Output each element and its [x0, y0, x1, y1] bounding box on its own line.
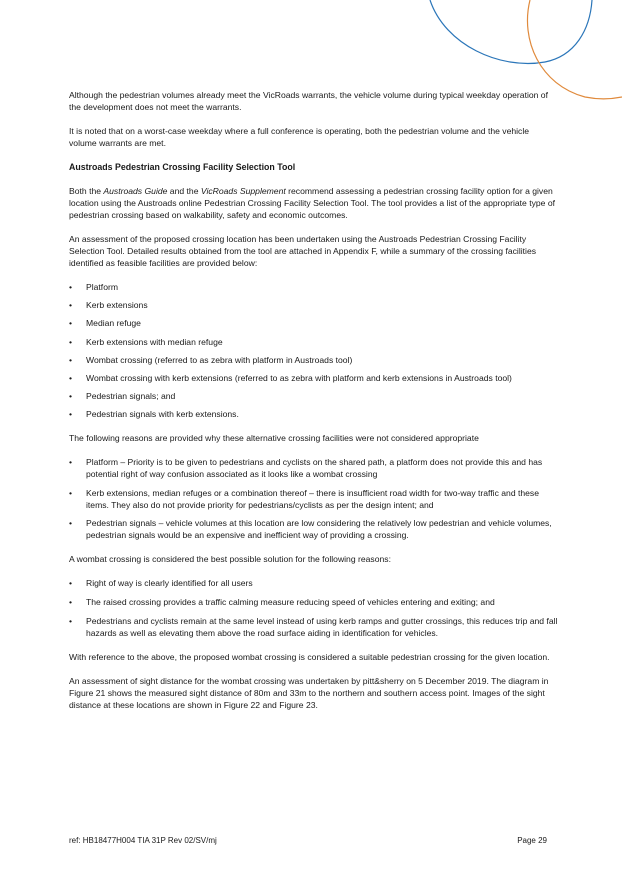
list-item: • The raised crossing provides a traffic calming measure reducing speed of vehicles entering and exiting; and [69, 597, 495, 608]
document-reference: ref: HB18477H004 TIA 31P Rev 02/SV/mj [69, 836, 217, 845]
paragraph-austroads-guide: Both the Austroads Guide and the VicRoads Supplement recommend assessing a pedestrian crossing facility option for a given location using the Austroads online Pedestrian Crossing Facility Selection Tool. The tool provides a list of the appropriate type of pedestrian crossing based on walkability, safety and economic outcomes. [69, 186, 555, 220]
section-heading: Austroads Pedestrian Crossing Facility Selection Tool [69, 162, 296, 172]
list-item: • Wombat crossing (referred to as zebra with platform in Austroads tool) [69, 354, 353, 365]
bullet-icon: • [69, 578, 73, 589]
paragraph-worst-case: It is noted that on a worst-case weekday where a full conference is operating, both the pedestrian volume and the vehicle volume warrants are met. [69, 126, 530, 148]
list-item: • Pedestrian signals; and [69, 391, 176, 402]
bullet-icon: • [69, 457, 73, 468]
bullet-icon: • [69, 318, 73, 329]
vicroads-supplement-title: VicRoads Supplement [200, 186, 286, 196]
paragraph-sight-distance: An assessment of sight distance for the wombat crossing was undertaken by pitt&sherry on 5 December 2019. The diagram in Figure 21 shows the measured sight distance of 80m and 33m to the northern and southern access point. Images of the sight distance at these locations are shown in Figure 22 and Figure 23. [69, 675, 549, 710]
bullet-icon: • [69, 391, 73, 402]
paragraph-reasons-intro: The following reasons are provided why these alternative crossing facilities were not considered appropriate [69, 433, 479, 444]
facilities-list [69, 281, 559, 420]
list-item: • Wombat crossing with kerb extensions (referred to as zebra with platform and kerb extensions in Austroads tool) [69, 372, 512, 383]
bullet-icon: • [69, 372, 73, 383]
list-item: • Kerb extensions with median refuge [69, 336, 223, 347]
bullet-icon: • [69, 282, 73, 292]
benefits-list [69, 577, 559, 639]
list-item: • Median refuge [69, 318, 141, 329]
list-item: • Right of way is clearly identified for all users [69, 578, 253, 589]
list-item: • Platform – Priority is to be given to pedestrians and cyclists on the shared path, a platform does not provide this and has potential right of way confusion associated as it looks like a wombat crossing [69, 457, 543, 480]
paragraph-conclusion: With reference to the above, the proposed wombat crossing is considered a suitable pedestrian crossing for the given location. [69, 651, 550, 662]
bullet-icon: • [69, 354, 73, 365]
list-item: • Pedestrian signals with kerb extensions. [69, 409, 239, 420]
bullet-icon: • [69, 615, 73, 626]
paragraph-wombat-intro: A wombat crossing is considered the best possible solution for the following reasons: [69, 554, 391, 565]
bullet-icon: • [69, 518, 73, 529]
page-number: Page 29 [517, 836, 547, 845]
bullet-icon: • [69, 487, 73, 498]
reasons-list [69, 456, 559, 541]
bullet-icon: • [69, 300, 73, 311]
bullet-icon: • [69, 597, 73, 608]
paragraph-assessment: An assessment of the proposed crossing location has been undertaken using the Austroads Pedestrian Crossing Facility Selection Tool. Detailed results obtained from the tool are attached in Appendix F, while a summary of the crossing facilities identified as feasible facilities are provided below: [69, 234, 537, 268]
list-item: • Pedestrians and cyclists remain at the same level instead of using kerb ramps and gutter crossings, this reduces trip and fall hazards as well as elevating them above the road surface aiding in identification for vehicles. [69, 615, 558, 638]
orange-arc [527, 0, 622, 99]
document-body [69, 89, 559, 723]
list-item: • Kerb extensions [69, 300, 148, 311]
list-item: • Pedestrian signals – vehicle volumes at this location are low considering the relatively low pedestrian and vehicle volumes, pedestrian signals would be an expensive and inefficient way of providing a crossing. [69, 518, 552, 541]
paragraph-warrants: Although the pedestrian volumes already meet the VicRoads warrants, the vehicle volume during typical weekday operation of the development does not meet the warrants. [69, 90, 548, 112]
list-item: • Platform [69, 282, 118, 292]
bullet-icon: • [69, 409, 73, 420]
austroads-guide-title: Austroads Guide [103, 186, 168, 196]
bullet-icon: • [69, 336, 73, 347]
list-item: • Kerb extensions, median refuges or a combination thereof – there is insufficient road width for two-way traffic and these items. They also do not provide priority for pedestrians/cyclists as per the design intent; and [69, 487, 540, 510]
blue-arc [430, 0, 592, 63]
